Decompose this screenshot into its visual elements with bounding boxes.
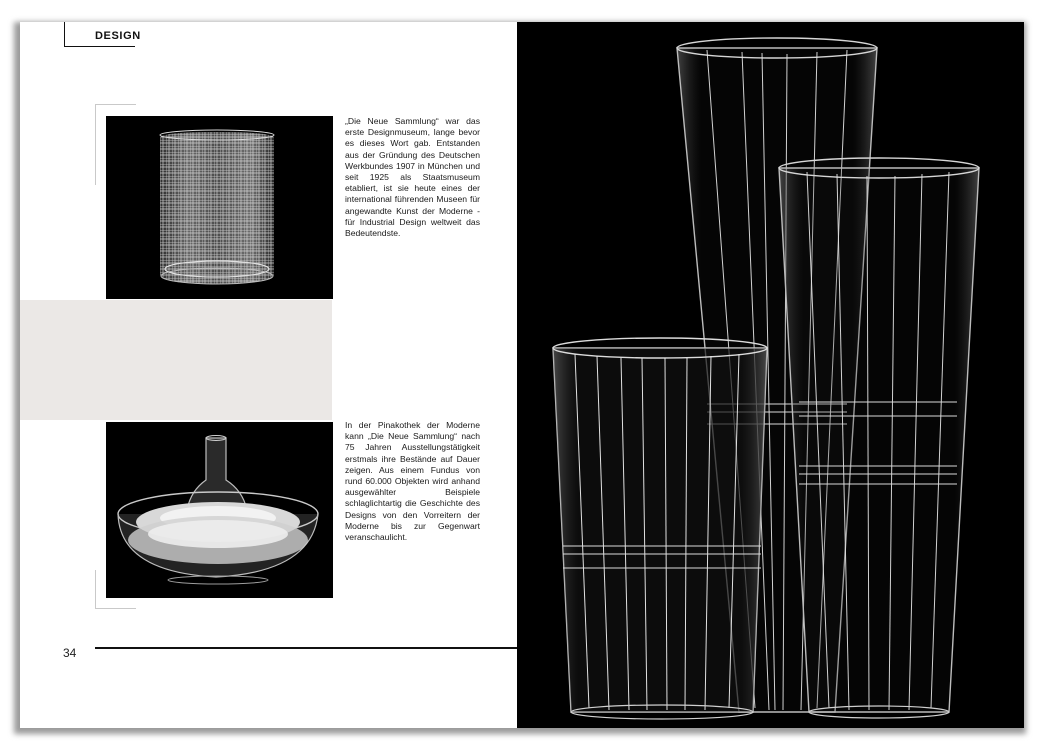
right-vase [779, 158, 979, 718]
grid-vase-photo [106, 116, 333, 299]
magazine-spread [20, 22, 1024, 728]
paragraph-collection: In der Pinakothek der Moderne kann „Die Neue Sammlung“ nach 75 Jahren Ausstellungstätigkeit erstmals ihre Bestände auf Dauer zeigen. Aus einem Fundus von rund 60.000 Objekten wird anhand ausgewählter Beispiele schlaglichtartig die Geschichte des Designs von den Vorreitern der Moderne bis zur Gegenwart veranschaulicht. [345, 420, 480, 543]
section-label: DESIGN [95, 30, 141, 42]
front-vase [553, 338, 767, 719]
bowl-carafe-photo [106, 422, 333, 598]
striped-vases-photo [517, 22, 1024, 728]
page-number: 34 [63, 646, 77, 660]
paragraph-intro: „Die Neue Sammlung“ war das erste Designmuseum, lange bevor es dieses Wort gab. Entstanden aus der Gründung des Deutschen Werkbundes 1907 in München und seit 1925 als Staatsmuseum etabliert, ist sie heute eines der international führenden Museen für angewandte Kunst der Moderne - für Industrial Design weltweit das Bedeutendste. [345, 116, 480, 239]
bowl-carafe-image [106, 422, 333, 598]
decorative-band [20, 300, 332, 420]
grid-vase-image [106, 116, 333, 299]
striped-vases-image [517, 22, 1024, 728]
footer-rule [95, 647, 517, 649]
